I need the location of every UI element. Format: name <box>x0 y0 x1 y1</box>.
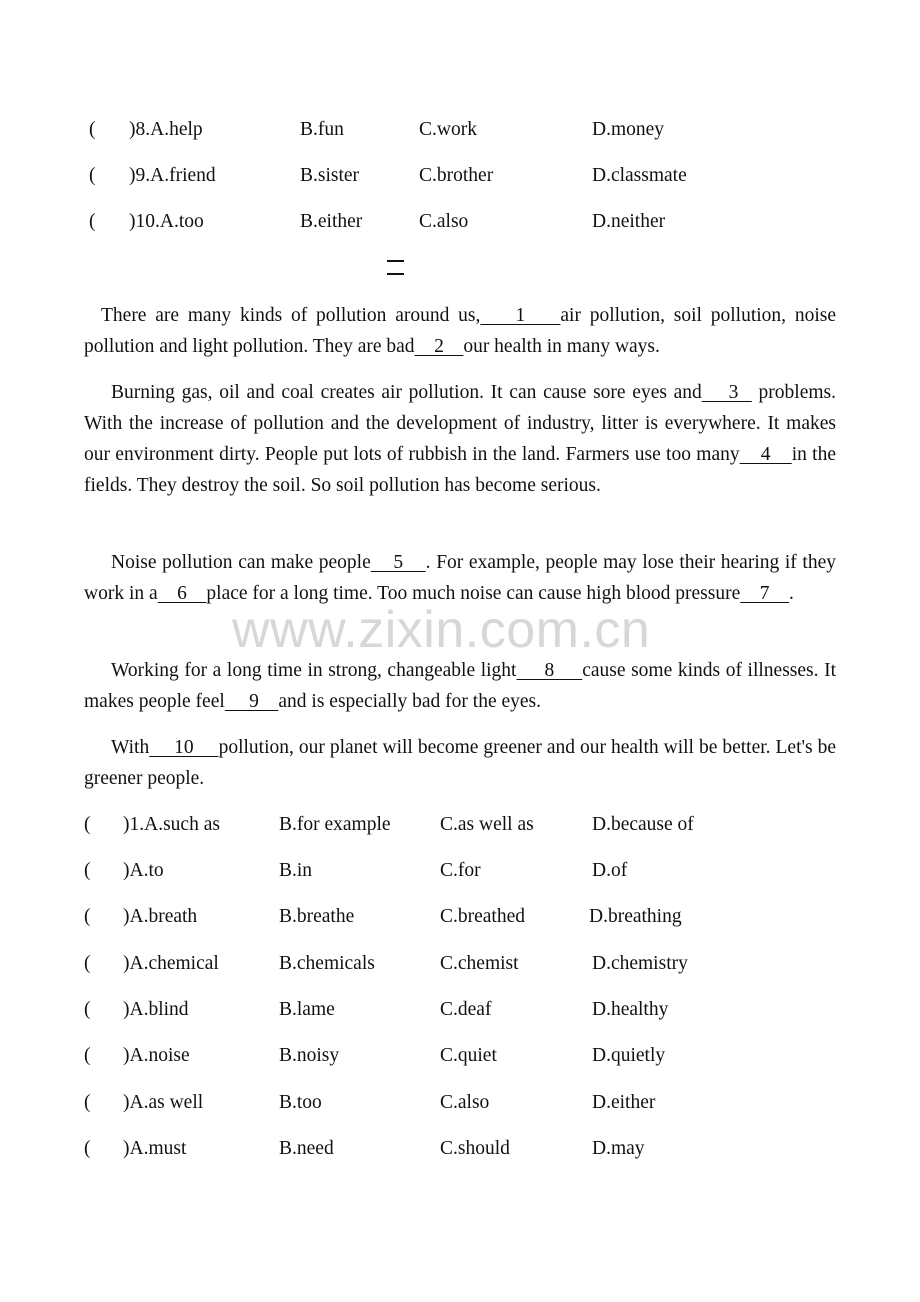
option-b: B.in <box>279 860 313 881</box>
option-a: )1.A.such as <box>123 814 220 835</box>
option-row <box>0 857 920 885</box>
passage-paragraph-3: Noise pollution can make people 5 . For example, people may lose their hearing if they work in a 6 place for a long time. Too much noise can cause high blood pressure 7 . <box>84 552 837 604</box>
option-c: C.quiet <box>440 1045 497 1066</box>
passage-paragraph-4: Working for a long time in strong, changeable light 8 cause some kinds of illnesses. It makes people feel 9 and is especially bad for the eyes. <box>84 660 836 712</box>
option-b: B.need <box>279 1138 334 1159</box>
answer-paren-open: ( <box>89 211 96 232</box>
answer-paren-open: ( <box>89 165 96 186</box>
question-9-row <box>0 162 920 190</box>
watermark-text: www.zixin.com.cn <box>232 601 651 659</box>
passage-paragraph-1: There are many kinds of pollution around us, 1 air pollution, soil pollution, noise pollution and light pollution. They are bad 2 our health in many ways. <box>84 305 837 357</box>
blank-9: 9 <box>224 691 279 712</box>
option-d: D.classmate <box>592 165 687 186</box>
option-b: B.for example <box>279 814 391 835</box>
answer-paren-open: ( <box>84 953 91 974</box>
option-c: C.should <box>440 1138 510 1159</box>
option-c: C.also <box>419 211 469 232</box>
option-a: )A.noise <box>123 1045 190 1066</box>
option-c: C.also <box>440 1092 490 1113</box>
blank-1: 1 <box>480 305 561 326</box>
blank-5: 5 <box>370 552 426 573</box>
answer-paren-open: ( <box>84 814 91 835</box>
passage-paragraph-2: Burning gas, oil and coal creates air pollution. It can cause sore eyes and 3 problems. With the increase of pollution and the development of industry, litter is everywhere. It makes our environment dirty. People put lots of rubbish in the land. Farmers use too many 4 in the fields. They destroy the soil. So soil pollution has become serious. <box>84 382 837 496</box>
option-b: B.too <box>279 1092 322 1113</box>
answer-paren-open: ( <box>84 906 91 927</box>
option-b: B.breathe <box>279 906 355 927</box>
answer-paren-open: ( <box>84 1092 91 1113</box>
blank-3: 3 <box>701 382 752 403</box>
option-a: )A.as well <box>123 1092 204 1113</box>
option-b: B.sister <box>300 165 360 186</box>
option-d: D.neither <box>592 211 666 232</box>
question-8-row <box>0 116 920 144</box>
section-heading <box>384 252 408 280</box>
option-b: B.noisy <box>279 1045 340 1066</box>
option-a: )A.chemical <box>123 953 219 974</box>
answer-paren-open: ( <box>84 1138 91 1159</box>
option-c: C.as well as <box>440 814 534 835</box>
paren-close: )10.A.too <box>129 211 204 232</box>
option-b: B.lame <box>279 999 335 1020</box>
answer-paren-open: ( <box>84 1045 91 1066</box>
option-a: )A.to <box>123 860 164 881</box>
option-b: B.either <box>300 211 363 232</box>
option-a: )A.breath <box>123 906 198 927</box>
option-c: C.chemist <box>440 953 519 974</box>
answer-paren-open: ( <box>89 119 96 140</box>
option-d: D.quietly <box>592 1045 666 1066</box>
option-row <box>0 950 920 978</box>
option-c: C.for <box>440 860 481 881</box>
passage-paragraph-5: With 10 pollution, our planet will become greener and our health will be better. Let's be greener people. <box>84 737 836 789</box>
blank-2: 2 <box>414 336 464 357</box>
answer-paren-open: ( <box>84 999 91 1020</box>
option-c: C.deaf <box>440 999 492 1020</box>
answer-paren-open: ( <box>84 860 91 881</box>
blank-7: 7 <box>740 583 789 604</box>
option-d: D.of <box>592 860 628 881</box>
blank-10: 10 <box>149 737 219 758</box>
option-row <box>0 811 920 839</box>
option-d: D.may <box>592 1138 645 1159</box>
option-c: C.brother <box>419 165 494 186</box>
option-d: D.breathing <box>589 906 682 927</box>
option-row <box>0 1089 920 1117</box>
option-c: C.work <box>419 119 477 140</box>
option-c: C.breathed <box>440 906 526 927</box>
option-row <box>0 903 920 931</box>
option-d: D.money <box>592 119 665 140</box>
option-d: D.because of <box>592 814 694 835</box>
question-10-row <box>0 208 920 236</box>
option-d: D.healthy <box>592 999 669 1020</box>
option-a: )A.must <box>123 1138 187 1159</box>
option-row <box>0 1042 920 1070</box>
blank-6: 6 <box>157 583 207 604</box>
paren-close: )8.A.help <box>129 119 203 140</box>
blank-8: 8 <box>516 660 583 681</box>
option-b: B.chemicals <box>279 953 375 974</box>
paren-close: )9.A.friend <box>129 165 216 186</box>
option-b: B.fun <box>300 119 344 140</box>
option-a: )A.blind <box>123 999 189 1020</box>
option-d: D.chemistry <box>592 953 688 974</box>
option-d: D.either <box>592 1092 656 1113</box>
option-row <box>0 1135 920 1163</box>
blank-4: 4 <box>739 444 792 465</box>
option-row <box>0 996 920 1024</box>
